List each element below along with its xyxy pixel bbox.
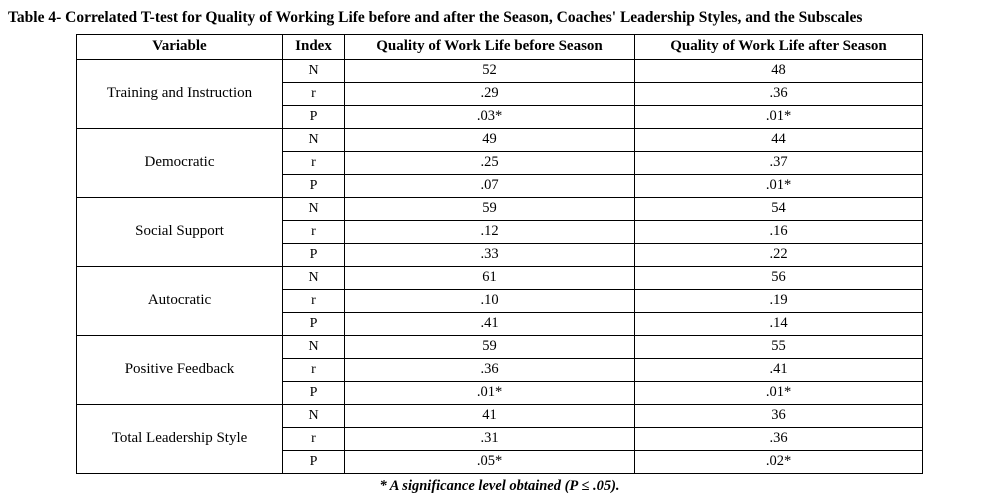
cell-after-season: .02*: [635, 450, 923, 473]
cell-before-season: .33: [345, 243, 635, 266]
row-index-label: r: [283, 82, 345, 105]
cell-before-season: .41: [345, 312, 635, 335]
row-index-label: P: [283, 312, 345, 335]
cell-after-season: .37: [635, 151, 923, 174]
row-index-label: N: [283, 59, 345, 82]
table-caption: Table 4- Correlated T-test for Quality of Working Life before and after the Season, Coaches' Leadership Styles, and the Subscales: [8, 9, 863, 26]
cell-after-season: .19: [635, 289, 923, 312]
row-variable-label: Social Support: [77, 197, 283, 266]
row-index-label: P: [283, 450, 345, 473]
row-index-label: P: [283, 174, 345, 197]
table-row: [77, 128, 923, 151]
cell-before-season: .25: [345, 151, 635, 174]
cell-before-season: 41: [345, 404, 635, 427]
table-body: [77, 59, 923, 473]
results-table: [76, 34, 923, 474]
table-row: [77, 335, 923, 358]
cell-after-season: .22: [635, 243, 923, 266]
cell-after-season: .01*: [635, 381, 923, 404]
row-index-label: P: [283, 105, 345, 128]
row-index-label: r: [283, 151, 345, 174]
cell-after-season: .01*: [635, 174, 923, 197]
table-footnote: * A significance level obtained (P ≤ .05).: [379, 477, 620, 494]
cell-after-season: 36: [635, 404, 923, 427]
table-container: [0, 34, 999, 495]
row-index-label: r: [283, 289, 345, 312]
table-row: [77, 404, 923, 427]
row-variable-label: Training and Instruction: [77, 59, 283, 128]
row-index-label: P: [283, 243, 345, 266]
cell-before-season: 52: [345, 59, 635, 82]
cell-after-season: 48: [635, 59, 923, 82]
row-variable-label: Democratic: [77, 128, 283, 197]
table-row: [77, 266, 923, 289]
cell-after-season: .14: [635, 312, 923, 335]
row-variable-label: Total Leadership Style: [77, 404, 283, 473]
cell-after-season: .36: [635, 82, 923, 105]
cell-before-season: 59: [345, 335, 635, 358]
row-variable-label: Autocratic: [77, 266, 283, 335]
cell-after-season: .41: [635, 358, 923, 381]
column-header-after-season: Quality of Work Life after Season: [635, 34, 923, 59]
cell-before-season: .03*: [345, 105, 635, 128]
table-head: [77, 34, 923, 59]
cell-before-season: .07: [345, 174, 635, 197]
row-index-label: r: [283, 427, 345, 450]
cell-after-season: 55: [635, 335, 923, 358]
cell-before-season: 59: [345, 197, 635, 220]
column-header-before-season: Quality of Work Life before Season: [345, 34, 635, 59]
row-index-label: P: [283, 381, 345, 404]
table-row: [77, 59, 923, 82]
cell-before-season: .31: [345, 427, 635, 450]
cell-after-season: 54: [635, 197, 923, 220]
row-variable-label: Positive Feedback: [77, 335, 283, 404]
table-row: [77, 197, 923, 220]
row-index-label: r: [283, 358, 345, 381]
cell-before-season: .01*: [345, 381, 635, 404]
row-index-label: N: [283, 266, 345, 289]
cell-after-season: .36: [635, 427, 923, 450]
table-header-row: [77, 34, 923, 59]
cell-before-season: .36: [345, 358, 635, 381]
row-index-label: N: [283, 197, 345, 220]
row-index-label: r: [283, 220, 345, 243]
row-index-label: N: [283, 404, 345, 427]
cell-before-season: 61: [345, 266, 635, 289]
cell-after-season: 44: [635, 128, 923, 151]
cell-after-season: .01*: [635, 105, 923, 128]
row-index-label: N: [283, 335, 345, 358]
column-header-index: Index: [283, 34, 345, 59]
cell-after-season: 56: [635, 266, 923, 289]
cell-before-season: .29: [345, 82, 635, 105]
row-index-label: N: [283, 128, 345, 151]
cell-before-season: .05*: [345, 450, 635, 473]
cell-before-season: .10: [345, 289, 635, 312]
column-header-variable: Variable: [77, 34, 283, 59]
cell-before-season: 49: [345, 128, 635, 151]
cell-before-season: .12: [345, 220, 635, 243]
cell-after-season: .16: [635, 220, 923, 243]
